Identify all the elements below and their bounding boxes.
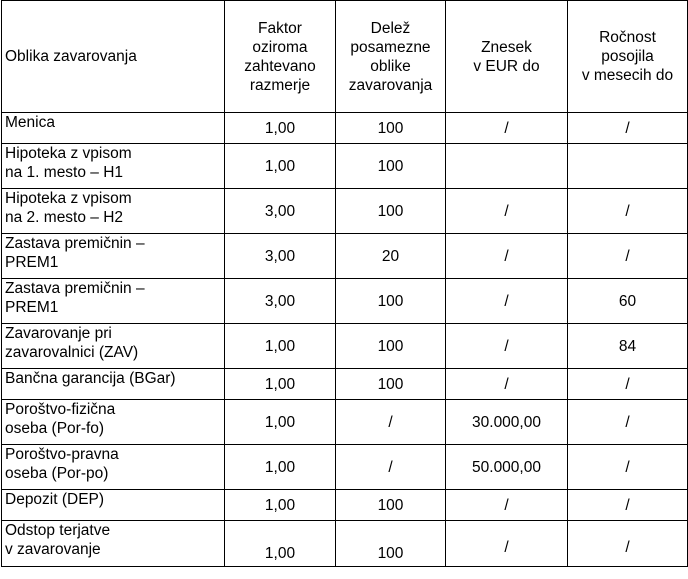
- amount-cell: /: [446, 490, 568, 521]
- maturity-cell: /: [568, 400, 688, 445]
- table-row: [2, 490, 688, 521]
- amount-cell: 50.000,00: [446, 445, 568, 490]
- factor-cell: 1,00: [225, 324, 336, 369]
- row-label: Menica: [2, 113, 225, 144]
- row-label: Zavarovanje pri zavarovalnici (ZAV): [2, 324, 225, 369]
- share-cell: 100: [336, 324, 446, 369]
- share-cell: 100: [336, 521, 446, 567]
- amount-cell: /: [446, 521, 568, 567]
- table-row: [2, 189, 688, 234]
- maturity-cell: 60: [568, 279, 688, 324]
- maturity-cell: /: [568, 113, 688, 144]
- amount-cell: /: [446, 113, 568, 144]
- share-cell: 100: [336, 144, 446, 189]
- share-cell: 100: [336, 189, 446, 234]
- maturity-cell: [568, 144, 688, 189]
- factor-cell: 1,00: [225, 400, 336, 445]
- maturity-cell: /: [568, 189, 688, 234]
- table-row: [2, 445, 688, 490]
- maturity-cell: 84: [568, 324, 688, 369]
- factor-cell: 3,00: [225, 279, 336, 324]
- header-factor: Faktor oziroma zahtevano razmerje: [225, 1, 336, 113]
- factor-cell: 3,00: [225, 234, 336, 279]
- factor-cell: 1,00: [225, 445, 336, 490]
- share-cell: 100: [336, 490, 446, 521]
- amount-cell: /: [446, 279, 568, 324]
- factor-cell: 1,00: [225, 490, 336, 521]
- table-row: [2, 521, 688, 567]
- maturity-cell: /: [568, 234, 688, 279]
- table-row: [2, 144, 688, 189]
- table-row: [2, 113, 688, 144]
- row-label: Poroštvo-pravna oseba (Por-po): [2, 445, 225, 490]
- row-label: Poroštvo-fizična oseba (Por-fo): [2, 400, 225, 445]
- share-cell: 100: [336, 279, 446, 324]
- maturity-cell: /: [568, 521, 688, 567]
- factor-cell: 1,00: [225, 113, 336, 144]
- header-maturity: Ročnost posojila v mesecih do: [568, 1, 688, 113]
- row-label: Zastava premičnin – PREM1: [2, 234, 225, 279]
- amount-cell: /: [446, 189, 568, 234]
- table-row: [2, 369, 688, 400]
- row-label: Bančna garancija (BGar): [2, 369, 225, 400]
- table-row: [2, 324, 688, 369]
- table-row: [2, 234, 688, 279]
- share-cell: 20: [336, 234, 446, 279]
- header-row: [2, 1, 688, 113]
- amount-cell: /: [446, 369, 568, 400]
- row-label: Hipoteka z vpisom na 2. mesto – H2: [2, 189, 225, 234]
- collateral-table: [1, 0, 688, 567]
- row-label: Depozit (DEP): [2, 490, 225, 521]
- maturity-cell: /: [568, 490, 688, 521]
- header-share: Delež posamezne oblike zavarovanja: [336, 1, 446, 113]
- share-cell: /: [336, 445, 446, 490]
- row-label: Odstop terjatve v zavarovanje: [2, 521, 225, 567]
- row-label: Zastava premičnin – PREM1: [2, 279, 225, 324]
- share-cell: /: [336, 400, 446, 445]
- table-row: [2, 279, 688, 324]
- maturity-cell: /: [568, 369, 688, 400]
- maturity-cell: /: [568, 445, 688, 490]
- header-collateral-form: Oblika zavarovanja: [2, 1, 225, 113]
- factor-cell: 1,00: [225, 144, 336, 189]
- amount-cell: /: [446, 324, 568, 369]
- header-amount: Znesek v EUR do: [446, 1, 568, 113]
- table-row: [2, 400, 688, 445]
- row-label: Hipoteka z vpisom na 1. mesto – H1: [2, 144, 225, 189]
- factor-cell: 3,00: [225, 189, 336, 234]
- amount-cell: [446, 144, 568, 189]
- share-cell: 100: [336, 369, 446, 400]
- share-cell: 100: [336, 113, 446, 144]
- factor-cell: 1,00: [225, 369, 336, 400]
- factor-cell: 1,00: [225, 521, 336, 567]
- amount-cell: /: [446, 234, 568, 279]
- amount-cell: 30.000,00: [446, 400, 568, 445]
